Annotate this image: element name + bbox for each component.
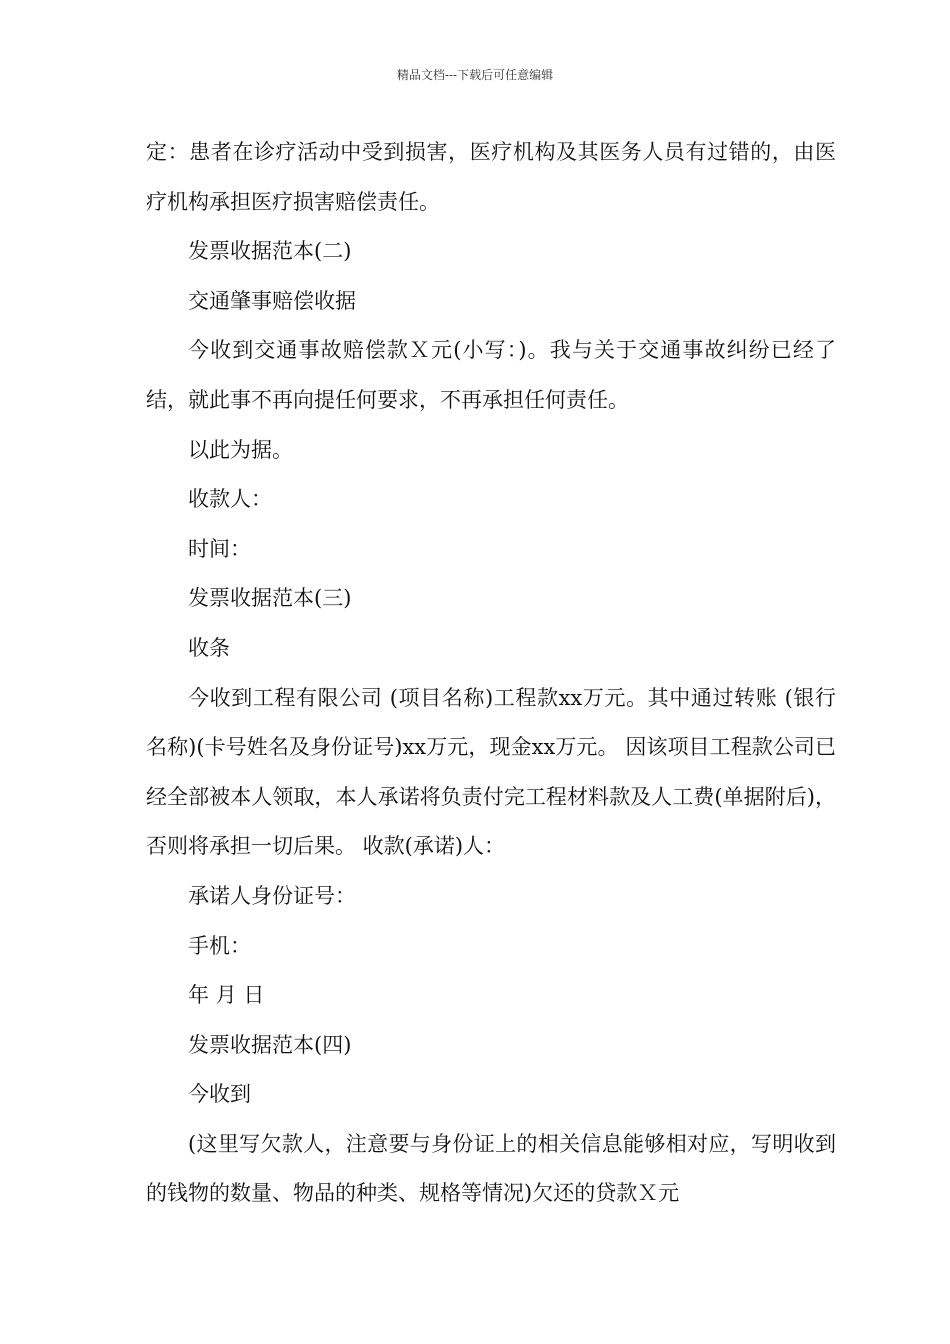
- page-header: 精品文档---下载后可任意编辑: [396, 68, 554, 82]
- paragraph: 以此为据。: [188, 437, 293, 462]
- time-line: 时间：: [188, 536, 251, 561]
- paragraph: 今收到交通事故赔偿款Ｘ元(小写：)。我与关于交通事故纠纷已经了结，就此事不再向提任何要求，不再承担任何责任。: [146, 338, 836, 412]
- paragraph: 今收到: [188, 1082, 251, 1107]
- payee-line: 收款人：: [188, 487, 272, 512]
- receipt-title: 收条: [188, 635, 230, 660]
- paragraph: (这里写欠款人，注意要与身份证上的相关信息能够相对应，写明收到的钱物的数量、物品的种类、规格等情况)欠还的贷款Ｘ元: [146, 1131, 836, 1206]
- paragraph: 定：患者在诊疗活动中受到损害，医疗机构及其医务人员有过错的，由医疗机构承担医疗损害赔偿责任。: [146, 140, 836, 214]
- id-number-line: 承诺人身份证号：: [188, 883, 356, 908]
- section-heading: 发票收据范本(四): [188, 1032, 352, 1057]
- section-heading: 发票收据范本(二): [188, 239, 352, 264]
- section-heading: 发票收据范本(三): [188, 586, 352, 611]
- document-body: [146, 128, 836, 1219]
- phone-line: 手机：: [188, 933, 251, 958]
- date-line: 年 月 日: [188, 983, 265, 1008]
- receipt-title: 交通肇事赔偿收据: [188, 288, 356, 313]
- paragraph: 今收到工程有限公司 (项目名称)工程款xx万元。其中通过转账 (银行名称)(卡号姓名及身份证号)xx万元，现金xx万元。 因该项目工程款公司已经全部被本人领取，本人承诺将负责付完工程材料款及人工费(单据附后)，否则将承担一切后果。 收款(承诺)人：: [146, 685, 836, 859]
